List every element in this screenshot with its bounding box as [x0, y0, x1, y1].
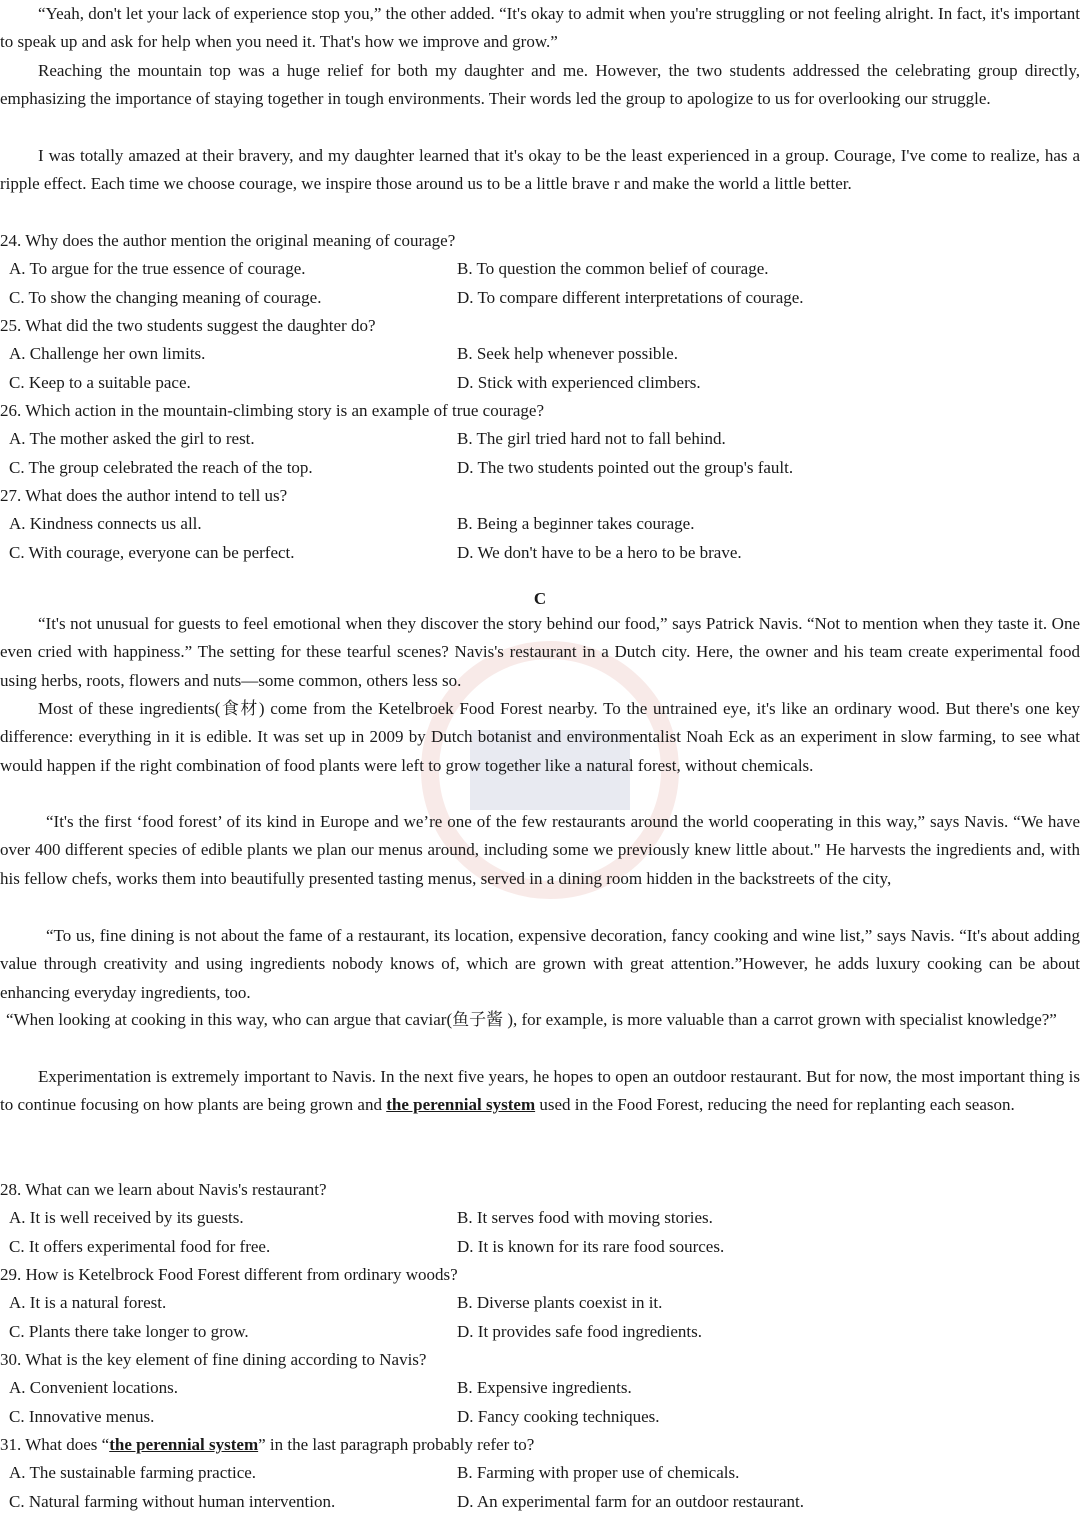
option-29-b[interactable]: B. Diverse plants coexist in it. [457, 1293, 663, 1312]
option-28-c[interactable]: C. It offers experimental food for free. [9, 1237, 271, 1256]
option-31-d[interactable]: D. An experimental farm for an outdoor restaurant. [457, 1492, 804, 1511]
option-30-b[interactable]: B. Expensive ingredients. [457, 1378, 632, 1397]
option-30-c[interactable]: C. Innovative menus. [9, 1407, 155, 1426]
passage-c-paragraph-2: Most of these ingredients(食材) come from the Ketelbroek Food Forest nearby. To the untrained eye, it's like an ordinary wood. But there's one key difference: everything in it is edible. It was set up in 2009 by Dutch botanist and environmentalist Noah Eck as an experiment in slow farming, to see what would happen if the right combination of food plants were left to grow together like a natural forest, without chemicals. [0, 699, 1080, 775]
option-30-d[interactable]: D. Fancy cooking techniques. [457, 1407, 660, 1426]
option-27-a[interactable]: A. Kindness connects us all. [9, 514, 202, 533]
option-31-a[interactable]: A. The sustainable farming practice. [9, 1463, 257, 1482]
option-24-c[interactable]: C. To show the changing meaning of courage. [9, 288, 322, 307]
option-25-a[interactable]: A. Challenge her own limits. [9, 344, 206, 363]
question-27: 27. What does the author intend to tell us? [0, 486, 288, 505]
option-28-d[interactable]: D. It is known for its rare food sources. [457, 1237, 725, 1256]
question-25: 25. What did the two students suggest the daughter do? [0, 316, 376, 335]
question-31-text-after: ” in the last paragraph probably refer to? [258, 1435, 535, 1454]
passage-c-paragraph-3: “It's the first ‘food forest’ of its kind in Europe and we’re one of the few restaurants around the world cooperating in this way,” says Navis. “We have over 400 different species of edible plants we plan our menus around, including some we previously knew little about." He harvests the ingredients and, with his fellow chefs, works them into beautifully presented tasting menus, served in a dining room hidden in the backstreets of the city, [0, 812, 1080, 888]
option-27-c[interactable]: C. With courage, everyone can be perfect. [9, 543, 295, 562]
option-24-d[interactable]: D. To compare different interpretations of courage. [457, 288, 804, 307]
option-29-a[interactable]: A. It is a natural forest. [9, 1293, 167, 1312]
paragraph-6-text-before: Experimentation is extremely important to Navis. In the next five years, he hopes to open an outdoor restaurant. But for now, the most important thing is to continue focusing on how plants are being grown and [0, 1067, 1080, 1115]
question-31-underlined-phrase: the perennial system [109, 1435, 259, 1454]
passage-c-paragraph-1: “It's not unusual for guests to feel emotional when they discover the story behind our food,” says Patrick Navis. “Not to mention when they taste it. One even cried with happiness.” The setting for these tearful scenes? Navis's restaurant in a Dutch city. Here, the owner and his team create experimental food using herbs, roots, flowers and nuts—some common, others less so. [0, 614, 1080, 690]
underlined-phrase: the perennial system [386, 1095, 536, 1115]
question-29: 29. How is Ketelbrock Food Forest different from ordinary woods? [0, 1265, 458, 1284]
option-28-b[interactable]: B. It serves food with moving stories. [457, 1208, 713, 1227]
option-30-a[interactable]: A. Convenient locations. [9, 1378, 179, 1397]
passage-b-paragraph-1: “Yeah, don't let your lack of experience stop you,” the other added. “It's okay to admit when you're struggling or not feeling alright. In fact, it's important to speak up and ask for help when you need it. That's how we improve and grow.” [0, 4, 1080, 52]
passage-c-paragraph-4: “To us, fine dining is not about the fame of a restaurant, its location, expensive decoration, fancy cooking and wine list,” says Navis. “It's about adding value through creativity and using ingredients nobody knows of, which are grown with great attention.”However, he adds luxury cooking can be about enhancing everyday ingredients, too. [0, 926, 1080, 1002]
option-27-b[interactable]: B. Being a beginner takes courage. [457, 514, 695, 533]
option-25-b[interactable]: B. Seek help whenever possible. [457, 344, 678, 363]
option-27-d[interactable]: D. We don't have to be a hero to be brave. [457, 543, 742, 562]
option-26-b[interactable]: B. The girl tried hard not to fall behind. [457, 429, 726, 448]
option-24-a[interactable]: A. To argue for the true essence of courage. [9, 259, 306, 278]
option-26-a[interactable]: A. The mother asked the girl to rest. [9, 429, 255, 448]
passage-c-paragraph-5: “When looking at cooking in this way, who can argue that caviar(鱼子酱 ), for example, is more valuable than a carrot grown with specialist knowledge?” [6, 1010, 1057, 1029]
passage-b-paragraph-3: I was totally amazed at their bravery, and my daughter learned that it's okay to be the least experienced in a group. Courage, I've come to realize, has a ripple effect. Each time we choose courage, we inspire those around us to be a little brave r and make the world a little better. [0, 146, 1080, 194]
option-26-d[interactable]: D. The two students pointed out the group's fault. [457, 458, 794, 477]
option-24-b[interactable]: B. To question the common belief of courage. [457, 259, 769, 278]
question-30: 30. What is the key element of fine dining according to Navis? [0, 1350, 427, 1369]
passage-b-paragraph-2: Reaching the mountain top was a huge relief for both my daughter and me. However, the two students addressed the celebrating group directly, emphasizing the importance of staying together in tough environments. Their words led the group to apologize to us for overlooking our struggle. [0, 61, 1080, 109]
passage-c-paragraph-6 [0, 1063, 1080, 1148]
option-31-c[interactable]: C. Natural farming without human intervention. [9, 1492, 336, 1511]
question-31-text-before: 31. What does “ [0, 1435, 110, 1454]
question-28: 28. What can we learn about Navis's restaurant? [0, 1180, 327, 1199]
paragraph-6-text-after: used in the Food Forest, reducing the need for replanting each season. [535, 1095, 1015, 1115]
option-26-c[interactable]: C. The group celebrated the reach of the top. [9, 458, 313, 477]
option-29-d[interactable]: D. It provides safe food ingredients. [457, 1322, 703, 1341]
option-29-c[interactable]: C. Plants there take longer to grow. [9, 1322, 249, 1341]
option-25-d[interactable]: D. Stick with experienced climbers. [457, 373, 701, 392]
question-24: 24. Why does the author mention the original meaning of courage? [0, 231, 456, 250]
section-heading: C [533, 589, 547, 608]
question-31 [0, 1431, 534, 1459]
question-26: 26. Which action in the mountain-climbing story is an example of true courage? [0, 401, 544, 420]
option-31-b[interactable]: B. Farming with proper use of chemicals. [457, 1463, 740, 1482]
option-28-a[interactable]: A. It is well received by its guests. [9, 1208, 244, 1227]
option-25-c[interactable]: C. Keep to a suitable pace. [9, 373, 191, 392]
